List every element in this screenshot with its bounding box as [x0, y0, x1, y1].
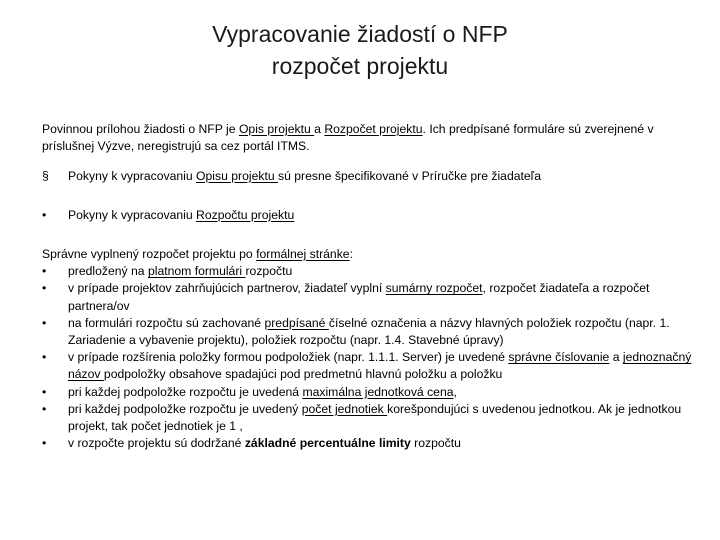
- list-item: [42, 401, 692, 435]
- item-segment: rozpočtu: [245, 264, 293, 279]
- item-segment: a: [609, 350, 623, 365]
- bullet-text: sú presne špecifikované v Príručke pre žiadateľa: [278, 169, 542, 183]
- bullet-icon: •: [42, 384, 47, 399]
- intro-text: . Ich predpísané formuláre sú zverejnené v príslušnej Výzve, neregistrujú sa cez portál ITMS.: [42, 122, 654, 153]
- item-underlined: sumárny rozpočet: [385, 281, 483, 296]
- list-item: [42, 349, 692, 383]
- item-segment: v prípade rozšírenia položky formou podpoložiek (napr. 1.1.1. Server) je uvedené: [68, 350, 509, 365]
- title-line-1: Vypracovanie žiadostí o NFP: [212, 21, 508, 47]
- bullet-icon: •: [42, 281, 47, 296]
- item-text: [68, 280, 692, 314]
- item-segment: číselné označenia a názvy hlavných položiek rozpočtu (napr. 1. Zariadenie a vybavenie projektu), položiek rozpočtu (napr. 1.4. Stavebné úpravy): [68, 315, 670, 348]
- intro-paragraph: [42, 121, 692, 155]
- item-underlined: predpísané: [264, 315, 329, 330]
- list-item: [42, 207, 692, 224]
- page-title: [0, 18, 720, 82]
- section-heading: [42, 246, 692, 263]
- item-segment: , rozpočet žiadateľa a rozpočet partnera/ov: [68, 281, 650, 313]
- intro-text: Povinnou prílohou žiadosti o NFP je: [42, 122, 239, 136]
- list-item: [42, 315, 692, 349]
- item-segment: korešpondujúci s uvedenou jednotkou. Ak je jednotkou projekt, tak počet jednotiek je 1 ,: [68, 401, 682, 434]
- rozpocet-projektu-link: Rozpočet projektu: [324, 122, 423, 136]
- bullet-icon: •: [42, 436, 47, 451]
- title-line-2: rozpočet projektu: [271, 53, 449, 79]
- bullet-text: Pokyny k vypracovaniu: [68, 169, 197, 183]
- requirements-section: [42, 246, 692, 452]
- bullet-icon: •: [42, 350, 47, 365]
- item-underlined: jednoznačný názov: [68, 350, 692, 382]
- bullet-icon: •: [42, 264, 47, 279]
- item-text: [68, 315, 692, 349]
- bullet-icon: •: [42, 401, 47, 416]
- heading-text: :: [349, 247, 353, 261]
- list-item: [42, 435, 692, 452]
- item-text: [68, 384, 692, 401]
- opis-projektu-link: Opis projektu: [238, 122, 315, 136]
- item-underlined: počet jednotiek: [301, 401, 388, 416]
- bullet-underlined: Opisu projektu: [196, 169, 278, 183]
- item-bold: základné percentuálne limity: [244, 436, 415, 451]
- bullet-icon: •: [42, 315, 47, 330]
- list-item: [42, 168, 692, 185]
- item-segment: v rozpočte projektu sú dodržané: [68, 436, 245, 451]
- heading-text: Správne vyplnený rozpočet projektu po: [42, 247, 257, 261]
- item-segment: rozpočtu: [414, 436, 461, 451]
- item-segment: podpoložky obsahove spadajúci pod predmetnú hlavnú položku a položku: [103, 367, 503, 382]
- item-segment: predložený na: [68, 264, 148, 279]
- item-text: [68, 401, 692, 435]
- bullet-underlined: Rozpočtu projektu: [196, 208, 295, 222]
- heading-underlined: formálnej stránke: [256, 247, 350, 261]
- item-segment: v prípade projektov zahrňujúcich partnerov, žiadateľ vyplní: [68, 281, 386, 296]
- item-text: [68, 349, 692, 383]
- item-segment: pri každej podpoložke rozpočtu je uvedený: [68, 401, 302, 416]
- list-item: [42, 280, 692, 314]
- item-text: [68, 263, 692, 280]
- item-segment: ,: [453, 384, 457, 399]
- item-segment: pri každej podpoložke rozpočtu je uvedená: [68, 384, 303, 399]
- item-underlined: platnom formulári: [147, 264, 246, 279]
- item-segment: na formulári rozpočtu sú zachované: [68, 315, 265, 330]
- intro-text: a: [314, 122, 325, 136]
- list-item: [42, 384, 692, 401]
- bullet-text: Pokyny k vypracovaniu: [68, 208, 197, 222]
- item-underlined: správne číslovanie: [508, 350, 610, 365]
- section-bullet-icon: §: [42, 169, 49, 183]
- item-underlined: maximálna jednotková cena: [302, 384, 454, 399]
- bullet-icon: •: [42, 208, 47, 222]
- item-text: [68, 435, 692, 452]
- list-item: [42, 263, 692, 280]
